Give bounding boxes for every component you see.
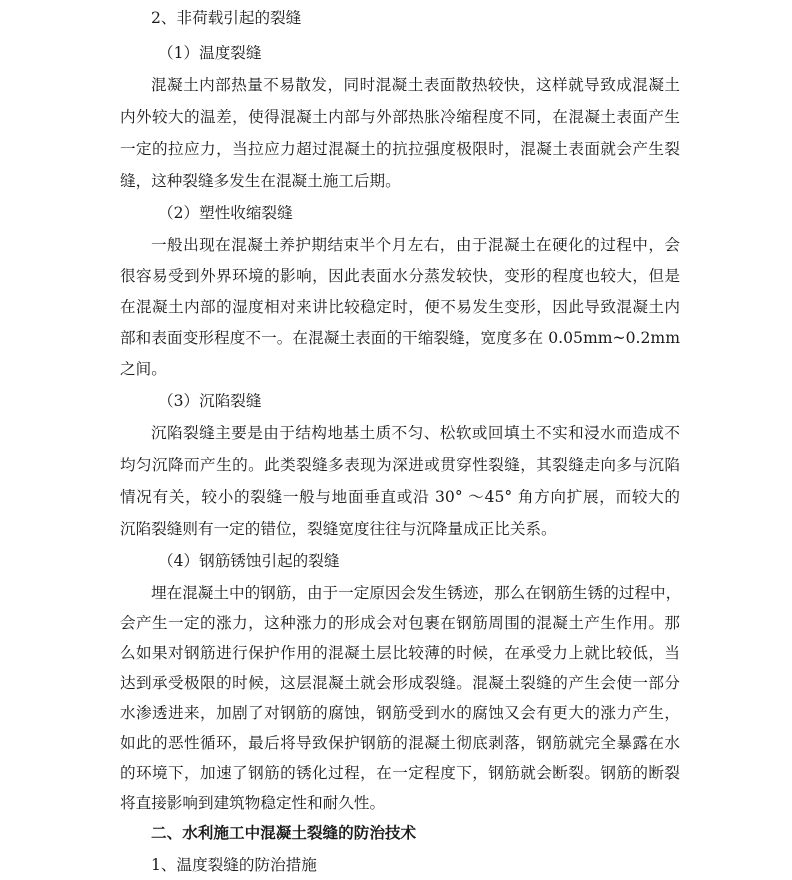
paragraph-line: 沉陷裂缝则有一定的错位，裂缝宽度往往与沉降量成正比关系。 — [120, 520, 557, 538]
paragraph-line: 一定的拉应力，当拉应力超过混凝土的抗拉强度极限时，混凝土表面就会产生裂 — [120, 140, 680, 158]
paragraph-line: 将直接影响到建筑物稳定性和耐久性。 — [120, 794, 386, 812]
subsection-heading-temperature-crack-prevention: 1、温度裂缝的防治措施 — [151, 856, 317, 874]
chapter-heading-prevention-techniques: 二、水利施工中混凝土裂缝的防治技术 — [151, 823, 417, 842]
subheading-settlement-cracks: （3）沉陷裂缝 — [158, 392, 262, 410]
paragraph-line: 埋在混凝土中的钢筋，由于一定原因会发生锈迹，那么在钢筋生锈的过程中， — [151, 584, 682, 602]
paragraph-line: 达到承受极限的时候，这层混凝土就会形成裂缝。混凝土裂缝的产生会使一部分 — [120, 674, 680, 692]
paragraph-line: 混凝土内部热量不易散发，同时混凝土表面散热较快，这样就导致成混凝土 — [151, 76, 680, 94]
paragraph-line: 会产生一定的涨力，这种涨力的形成会对包裹在钢筋周围的混凝土产生作用。那 — [120, 614, 680, 632]
subheading-plastic-shrinkage-cracks: （2）塑性收缩裂缝 — [158, 204, 293, 222]
subheading-rebar-corrosion-cracks: （4）钢筋锈蚀引起的裂缝 — [158, 552, 340, 570]
paragraph-line: 在混凝土内部的湿度相对来讲比较稳定时，便不易发生变形，因此导致混凝土内 — [120, 298, 680, 316]
paragraph-line: 的环境下，加速了钢筋的锈化过程，在一定程度下，钢筋就会断裂。钢筋的断裂 — [120, 764, 680, 782]
paragraph-line: 情况有关，较小的裂缝一般与地面垂直或沿 30° ～45° 角方向扩展，而较大的 — [120, 488, 680, 506]
paragraph-line: 均匀沉降而产生的。此类裂缝多表现为深进或贯穿性裂缝，其裂缝走向多与沉陷 — [120, 456, 680, 474]
paragraph-line: 如此的恶性循环，最后将导致保护钢筋的混凝土彻底剥落，钢筋就完全暴露在水 — [120, 734, 680, 752]
paragraph-line: 内外较大的温差，使得混凝土内部与外部热胀冷缩程度不同，在混凝土表面产生 — [120, 108, 680, 126]
paragraph-line: 沉陷裂缝主要是由于结构地基土质不匀、松软或回填土不实和浸水而造成不 — [151, 424, 680, 442]
paragraph-line: 么如果对钢筋进行保护作用的混凝土层比较薄的时候，在承受力上就比较低，当 — [120, 644, 680, 662]
paragraph-line: 水渗透进来，加剧了对钢筋的腐蚀，钢筋受到水的腐蚀又会有更大的涨力产生， — [120, 704, 680, 722]
subheading-temperature-cracks: （1）温度裂缝 — [158, 44, 262, 62]
paragraph-line: 很容易受到外界环境的影响，因此表面水分蒸发较快，变形的程度也较大，但是 — [120, 267, 680, 285]
paragraph-line: 缝，这种裂缝多发生在混凝土施工后期。 — [120, 172, 401, 190]
paragraph-line: 之间。 — [120, 360, 167, 378]
section-heading-non-load-cracks: 2、非荷载引起的裂缝 — [151, 9, 302, 27]
paragraph-line: 一般出现在混凝土养护期结束半个月左右，由于混凝土在硬化的过程中，会 — [151, 236, 680, 254]
paragraph-line: 部和表面变形程度不一。在混凝土表面的干缩裂缝，宽度多在 0.05mm~0.2mm — [120, 329, 680, 347]
